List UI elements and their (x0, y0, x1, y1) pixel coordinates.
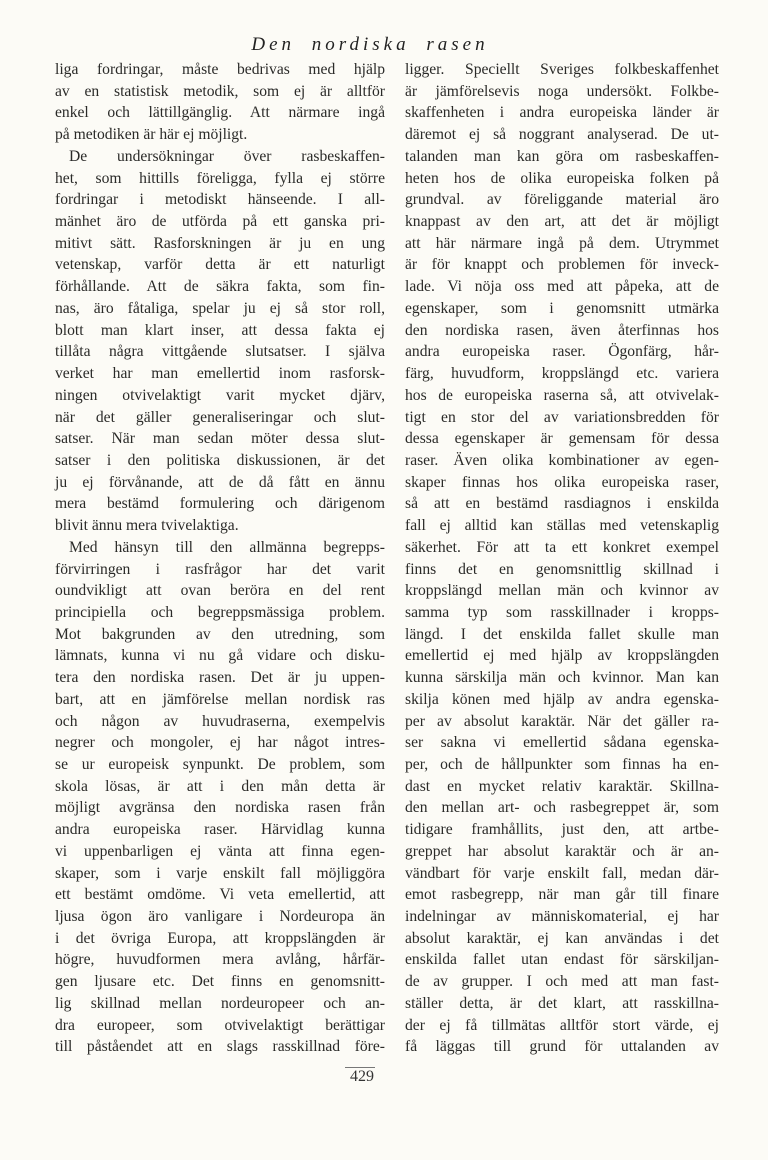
text-line: av en statistisk metodik, som ej är alltför (55, 82, 385, 100)
text-line: vi uppenbarligen ej vänta att finna egen- (55, 842, 385, 860)
text-line: på metodiken är här ej möjligt. (55, 126, 248, 144)
text-line: dra europeer, som otvivelaktigt berättigar (55, 1016, 385, 1034)
text-line: finns det en genomsnittlig skillnad i (405, 560, 719, 578)
text-line: grundval. av föreliggande material äro (405, 191, 719, 209)
text-line: dessa egenskaper är gemensam för dessa (405, 430, 719, 448)
text-line: skola lösas, är att i den mån detta är (55, 777, 385, 795)
text-line: liga fordringar, måste bedrivas med hjälp (55, 61, 385, 78)
text-line: ställer detta, är det klart, att rasskillna- (405, 994, 719, 1012)
text-line: förvirringen i rasfrågor har det varit (55, 560, 385, 578)
text-line: bart, att en jämförelse mellan nordisk ras (55, 690, 385, 708)
text-line: per, och de hållpunkter som finnas ha en- (405, 756, 719, 773)
text-line: den mellan art- och rasbegreppet är, som (405, 799, 719, 817)
page-number: 429 (350, 1068, 374, 1085)
running-head: Den nordiska rasen (251, 34, 489, 55)
text-line: i det övriga Europa, att kroppslängden är (55, 929, 385, 947)
text-line: samma typ som rasskillnader i kropps- (405, 603, 719, 621)
text-line: att här närmare ingå på dem. Utrymmet (405, 234, 719, 252)
text-line: emellertid ej med hjälp av kroppslängden (405, 647, 719, 665)
text-line: den nordiska rasen, även återfinnas hos (405, 321, 719, 339)
text-line: negrer och mongoler, ej har något intres- (55, 734, 385, 752)
text-line: få läggas till grund för uttalanden av (405, 1038, 719, 1056)
text-line: när det gäller generaliseringar och slut- (55, 408, 385, 426)
text-column-left (55, 59, 385, 1058)
text-line: gen ljusare etc. Det finns en genomsnitt- (55, 973, 385, 991)
text-line: oundvikligt att ovan beröra en del rent (55, 582, 385, 600)
text-line: ljusa ögon äro vanligare i Nordeuropa än (55, 908, 385, 926)
text-line: se ur europeisk synpunkt. De problem, som (55, 756, 385, 773)
text-line: fall ej alltid kan ställas med vetenskaplig (405, 517, 719, 535)
text-line: enskilda fallet utan endast för särskiljan- (405, 951, 719, 969)
text-line: mera bestämd formulering och därigenom (55, 495, 385, 513)
text-line: indelningar av människomaterial, ej har (405, 908, 719, 926)
text-line: talanden man kan göra om rasbeskaffen- (405, 147, 719, 165)
text-line: Mot bakgrunden av den utredning, som (55, 625, 385, 643)
text-line: längd. I det enskilda fallet skulle man (405, 625, 719, 643)
text-line: greppet har absolut karaktär och är an- (405, 842, 719, 860)
paragraph (55, 59, 385, 146)
text-line: är jämförelsevis noga undersökt. Folkbe- (405, 82, 719, 100)
paragraph (55, 146, 385, 537)
text-line: der ej få tillmätas alltför stort värde, ej (405, 1016, 719, 1034)
text-line: enkel och lättillgänglig. Att närmare ingå (55, 104, 385, 122)
text-line: de av grupper. I och med att man fast- (405, 973, 719, 991)
text-line: däremot ej så noggrant analyserad. De ut- (405, 126, 719, 144)
text-line: vändbart för varje enskilt fall, medan där- (405, 864, 719, 882)
text-line: kunna särskilja män och kvinnor. Man kan (405, 669, 719, 687)
text-line: till påståendet att en slags rasskillnad före- (55, 1038, 385, 1056)
text-line: fordringar i metodiskt hänseende. I all- (55, 191, 385, 209)
text-line: lade. Vi nöja oss med att påpeka, att de (405, 278, 719, 296)
text-line: ningen otvivelaktigt varit mycket djärv, (55, 386, 385, 404)
paragraph (55, 537, 385, 1058)
text-line: heten hos de olika europeiska folken på (405, 169, 719, 187)
text-line: ligger. Speciellt Sveriges folkbeskaffenhet (405, 61, 719, 78)
text-line: högre, huvudformen mera avlång, hårfär- (55, 951, 385, 969)
text-line: per av absolut karaktär. När det gäller ra- (405, 712, 719, 730)
paragraph (405, 59, 719, 1058)
text-line: het, som hittills föreligga, fylla ej större (55, 169, 385, 187)
text-line: så att en bestämd rasdiagnos i enskilda (405, 495, 719, 513)
text-line: knappast av den art, att det är möjligt (405, 213, 719, 231)
text-line: mitivt sätt. Rasforskningen är ju en ung (55, 234, 385, 252)
text-line: möjligt avgränsa den nordiska rasen från (55, 799, 385, 817)
text-line: satser i den politiska diskussionen, är det (55, 451, 385, 469)
text-line: verket har man emellertid inom rasforsk- (55, 365, 385, 383)
text-line: är för knappt och problemen för inveck- (405, 256, 719, 274)
text-line: säkerhet. För att ta ett konkret exempel (405, 538, 719, 556)
text-line: ju ej förvånande, att de då fått en ännu (55, 473, 385, 491)
text-line: emot rasbegrepp, när man går till finare (405, 886, 719, 904)
text-line: ett bestämt omdöme. Vi veta emellertid, att (55, 886, 385, 904)
text-line: principiella och begreppsmässiga problem. (55, 603, 385, 621)
text-line: tidigare framhållits, just den, att artbe- (405, 821, 719, 839)
text-line: raser. Även olika kombinationer av egen- (405, 451, 719, 469)
text-line: lig skillnad mellan nordeuropeer och an- (55, 994, 385, 1012)
text-line: och någon av huvudraserna, exempelvis (55, 712, 385, 730)
text-line: nas, äro fåtaliga, spelar ju ej så stor roll, (55, 299, 385, 317)
text-line: egenskaper, som i genomsnitt utmärka (405, 299, 719, 317)
text-line: färg, huvudform, kroppslängd etc. variera (405, 365, 719, 383)
text-line: tera den nordiska rasen. Det är ju uppen- (55, 669, 385, 687)
text-line: vetenskap, varför detta är ett naturligt (55, 256, 385, 274)
text-line: förhållande. Att de säkra fakta, som fin- (55, 278, 385, 296)
text-line: tigt en stor del av variationsbredden för (405, 408, 719, 426)
text-line: skaffenheten i andra europeiska länder är (405, 104, 719, 122)
text-line: De undersökningar över rasbeskaffen- (69, 147, 385, 165)
text-line: kroppslängd mellan män och kvinnor av (405, 582, 719, 600)
text-line: absolut karaktär, ej kan användas i det (405, 929, 719, 947)
text-line: andra europeiska raser. Ögonfärg, hår- (405, 343, 719, 361)
text-line: blott man klart inser, att dessa fakta ej (55, 321, 385, 339)
text-line: tillåta några vittgående slutsatser. I själva (55, 343, 385, 361)
text-line: mänhet äro de utförda på ett ganska pri- (55, 213, 385, 231)
text-line: blivit ännu mera tvivelaktiga. (55, 517, 239, 535)
text-line: hos de europeiska raserna så, att otvivelak- (405, 386, 719, 404)
text-column-right (405, 59, 719, 1058)
text-line: ser sakna vi emellertid sådana egenska- (405, 734, 719, 752)
text-line: lämnats, kunna vi nu gå vidare och disku- (55, 647, 385, 665)
text-line: skaper, som i varje enskilt fall möjliggöra (55, 864, 385, 882)
text-line: dast en mycket relativ karaktär. Skillna- (405, 777, 719, 795)
text-line: skaper finnas hos olika europeiska raser, (405, 473, 719, 491)
text-line: Med hänsyn till den allmänna begrepps- (69, 538, 385, 556)
text-line: andra europeiska raser. Härvidlag kunna (55, 821, 385, 839)
text-line: skilja könen med hjälp av andra egenska- (405, 690, 719, 708)
text-line: satser. När man sedan möter dessa slut- (55, 430, 385, 448)
